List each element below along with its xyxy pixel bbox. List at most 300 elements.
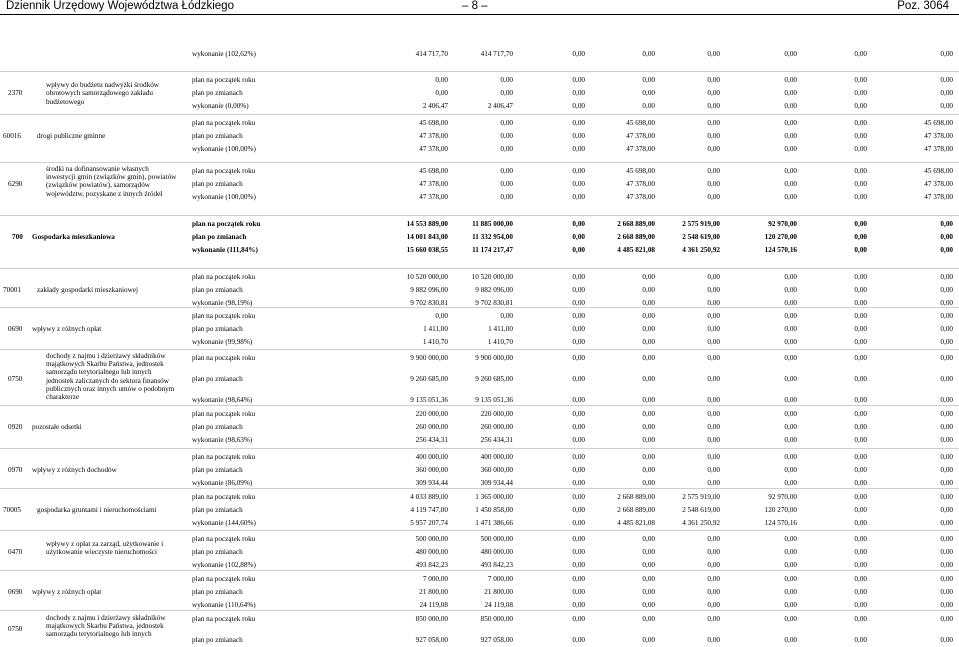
cell-value: 0,00 [707,338,720,346]
table-row [0,74,959,87]
classification-description: wpływy do budżetu nadwyżki środków obrotowych samorządowego zakładu budżetowego [46,81,159,106]
cell-value: 850 000,00 [480,615,513,623]
cell-value: 0,00 [572,410,585,418]
cell-value: 0,00 [940,299,953,307]
row-label: plan na początek roku [192,354,256,362]
cell-value: 0,00 [707,145,720,153]
cell-value: 0,00 [707,423,720,431]
cell-value: 9 882 096,00 [410,286,448,294]
row-label: wykonanie (86,09%) [192,479,253,487]
cell-value: 0,00 [500,193,513,201]
cell-value: 0,00 [854,615,867,623]
cell-value: 124 570,16 [764,246,797,254]
cell-value: 0,00 [642,102,655,110]
cell-value: 0,00 [854,453,867,461]
classification-description: dochody z najmu i dzierżawy składników majątkowych Skarbu Państwa, jednostek samorządu terytorialnego lub innych jednostek zaliczanych do sektora finansów publicznych oraz innych umów o podobnym charakterze [46,352,175,402]
table-row [0,517,959,530]
cell-value: 0,00 [707,561,720,569]
cell-value: 0,00 [784,636,797,644]
cell-value: 0,00 [707,76,720,84]
cell-value: 0,00 [940,548,953,556]
classification-description: dochody z najmu i dzierżawy składników majątkowych Skarbu Państwa, jednostek samorządu terytorialnego lub innych [46,613,166,638]
cell-value: 0,00 [784,299,797,307]
cell-value: 0,00 [572,493,585,501]
cell-value: 0,00 [435,89,448,97]
cell-value: 400 000,00 [415,453,448,461]
cell-value: 0,00 [854,145,867,153]
cell-value: 0,00 [707,180,720,188]
cell-value: 92 970,00 [768,493,797,501]
row-label: wykonanie (0,00%) [192,102,249,110]
cell-value: 0,00 [707,453,720,461]
cell-value: 0,00 [784,119,797,127]
cell-value: 0,00 [572,561,585,569]
cell-value: 0,00 [784,180,797,188]
table-row [0,573,959,586]
cell-value: 10 520 000,00 [406,273,448,281]
cell-value: 45 698,00 [924,167,953,175]
classification-code: 0750 [8,625,23,633]
cell-value: 4 033 889,00 [410,493,448,501]
cell-value: 927 058,00 [480,636,513,644]
cell-value: 0,00 [642,299,655,307]
cell-value: 21 800,00 [484,588,513,596]
cell-value: 47 378,00 [626,145,655,153]
row-label: plan na początek roku [192,575,256,583]
cell-value: 0,00 [854,286,867,294]
cell-value: 47 378,00 [419,180,448,188]
cell-value: 0,00 [642,423,655,431]
table-row [0,310,959,323]
cell-value: 0,00 [572,233,585,241]
cell-value: 0,00 [707,548,720,556]
cell-value: 0,00 [572,167,585,175]
cell-value: 2 668 889,00 [617,220,655,228]
cell-value: 45 698,00 [419,119,448,127]
cell-value: 0,00 [940,519,953,527]
cell-value: 0,00 [572,299,585,307]
cell-value: 0,00 [500,312,513,320]
cell-value: 0,00 [854,325,867,333]
cell-value: 0,00 [784,423,797,431]
cell-value: 0,00 [500,180,513,188]
cell-value: 0,00 [854,167,867,175]
row-label: plan po zmianach [192,506,243,514]
cell-value: 0,00 [707,193,720,201]
cell-value: 414 717,70 [415,50,448,58]
cell-value: 0,00 [784,89,797,97]
classification-code: 60016 [3,131,21,140]
cell-value: 47 378,00 [924,193,953,201]
cell-value: 0,00 [707,375,720,383]
cell-value: 0,00 [854,636,867,644]
cell-value: 0,00 [707,273,720,281]
table-row [0,297,959,310]
table-row [0,491,959,504]
cell-value: 0,00 [854,246,867,254]
cell-value: 260 000,00 [415,423,448,431]
cell-value: 2 548 619,00 [682,233,720,241]
cell-value: 0,00 [572,119,585,127]
cell-value: 220 000,00 [415,410,448,418]
cell-value: 360 000,00 [415,466,448,474]
classification-code: 0470 [8,547,23,556]
table-row [0,352,959,365]
cell-value: 0,00 [500,167,513,175]
cell-value: 0,00 [707,396,720,404]
cell-value: 0,00 [940,273,953,281]
cell-value: 400 000,00 [480,453,513,461]
cell-value: 500 000,00 [415,535,448,543]
cell-value: 0,00 [707,535,720,543]
cell-value: 9 702 830,81 [410,299,448,307]
cell-value: 0,00 [707,312,720,320]
cell-value: 0,00 [572,479,585,487]
cell-value: 45 698,00 [924,119,953,127]
cell-value: 0,00 [642,561,655,569]
cell-value: 0,00 [784,615,797,623]
cell-value: 0,00 [642,325,655,333]
header-rule [0,14,959,15]
cell-value: 0,00 [642,312,655,320]
cell-value: 0,00 [707,354,720,362]
cell-value: 0,00 [784,76,797,84]
cell-value: 0,00 [642,453,655,461]
cell-value: 0,00 [854,312,867,320]
classification-code: 70001 [3,285,21,294]
cell-value: 0,00 [707,588,720,596]
cell-value: 0,00 [572,615,585,623]
table-row [0,191,959,204]
cell-value: 0,00 [707,410,720,418]
classification-code: 0690 [8,587,23,596]
cell-value: 0,00 [642,436,655,444]
cell-value: 2 548 619,00 [682,506,720,514]
cell-value: 0,00 [784,601,797,609]
cell-value: 0,00 [940,312,953,320]
cell-value: 0,00 [940,338,953,346]
table-row [0,271,959,284]
cell-value: 0,00 [854,423,867,431]
cell-value: 0,00 [572,76,585,84]
cell-value: 0,00 [854,102,867,110]
cell-value: 927 058,00 [415,636,448,644]
cell-value: 0,00 [642,575,655,583]
cell-value: 0,00 [854,273,867,281]
cell-value: 0,00 [940,479,953,487]
cell-value: 2 575 919,00 [682,220,720,228]
cell-value: 0,00 [940,466,953,474]
table-row [0,546,959,559]
classification-description: gospodarka gruntami i nieruchomościami [37,506,157,515]
section-divider [0,162,959,163]
cell-value: 0,00 [572,519,585,527]
cell-value: 0,00 [854,506,867,514]
cell-value: 0,00 [642,76,655,84]
cell-value: 0,00 [940,76,953,84]
cell-value: 0,00 [940,636,953,644]
cell-value: 0,00 [572,180,585,188]
cell-value: 0,00 [572,102,585,110]
cell-value: 0,00 [940,246,953,254]
cell-value: 14 001 843,00 [406,233,448,241]
classification-code: 0920 [8,422,23,431]
cell-value: 0,00 [854,588,867,596]
cell-value: 0,00 [642,273,655,281]
cell-value: 0,00 [784,338,797,346]
cell-value: 0,00 [784,145,797,153]
cell-value: 0,00 [707,132,720,140]
cell-value: 0,00 [854,396,867,404]
cell-value: 493 842,23 [480,561,513,569]
section-divider [0,268,959,269]
cell-value: 0,00 [642,410,655,418]
row-label: wykonanie (111,84%) [192,246,258,254]
row-label: plan na początek roku [192,273,256,281]
cell-value: 0,00 [642,615,655,623]
cell-value: 9 260 685,00 [475,375,513,383]
cell-value: 0,00 [707,50,720,58]
cell-value: 0,00 [854,375,867,383]
cell-value: 0,00 [854,354,867,362]
row-label: wykonanie (98,63%) [192,436,253,444]
cell-value: 9 900 000,00 [410,354,448,362]
section-divider [0,114,959,115]
cell-value: 0,00 [572,50,585,58]
classification-description: wpływy z różnych opłat [32,325,102,334]
cell-value: 0,00 [500,119,513,127]
cell-value: 0,00 [707,89,720,97]
cell-value: 0,00 [572,89,585,97]
section-divider [0,530,959,531]
cell-value: 0,00 [572,535,585,543]
cell-value: 1 410,70 [422,338,448,346]
cell-value: 2 575 919,00 [682,493,720,501]
section-divider [0,610,959,611]
cell-value: 0,00 [642,601,655,609]
cell-value: 0,00 [940,575,953,583]
cell-value: 0,00 [940,453,953,461]
cell-value: 256 434,31 [480,436,513,444]
cell-value: 4 119 747,00 [410,506,448,514]
row-label: wykonanie (98,64%) [192,396,253,404]
cell-value: 0,00 [572,436,585,444]
cell-value: 45 698,00 [626,167,655,175]
cell-value: 4 485 821,08 [617,519,655,527]
cell-value: 0,00 [500,145,513,153]
cell-value: 0,00 [572,220,585,228]
cell-value: 47 378,00 [419,132,448,140]
cell-value: 0,00 [572,145,585,153]
cell-value: 0,00 [940,102,953,110]
cell-value: 9 135 051,36 [475,396,513,404]
cell-value: 9 702 830,81 [475,299,513,307]
cell-value: 0,00 [707,286,720,294]
cell-value: 0,00 [854,338,867,346]
classification-code: 0970 [8,465,23,474]
cell-value: 0,00 [572,286,585,294]
row-label: wykonanie (110,64%) [192,601,256,609]
cell-value: 0,00 [940,220,953,228]
cell-value: 0,00 [707,601,720,609]
cell-value: 9 135 051,36 [410,396,448,404]
cell-value: 7 000,00 [487,575,513,583]
cell-value: 360 000,00 [480,466,513,474]
table-row [0,218,959,231]
row-label: plan na początek roku [192,535,256,543]
cell-value: 220 000,00 [480,410,513,418]
cell-value: 0,00 [707,167,720,175]
cell-value: 0,00 [572,246,585,254]
cell-value: 0,00 [642,89,655,97]
cell-value: 256 434,31 [415,436,448,444]
cell-value: 0,00 [940,233,953,241]
cell-value: 0,00 [784,50,797,58]
row-label: plan na początek roku [192,220,261,228]
cell-value: 45 698,00 [626,119,655,127]
cell-value: 0,00 [940,506,953,514]
cell-value: 0,00 [642,535,655,543]
cell-value: 2 406,47 [422,102,448,110]
cell-value: 0,00 [572,338,585,346]
cell-value: 0,00 [854,180,867,188]
cell-value: 0,00 [854,119,867,127]
cell-value: 0,00 [642,338,655,346]
cell-value: 0,00 [500,89,513,97]
cell-value: 0,00 [642,50,655,58]
cell-value: 2 668 889,00 [617,493,655,501]
cell-value: 480 000,00 [415,548,448,556]
cell-value: 0,00 [707,479,720,487]
cell-value: 47 378,00 [924,180,953,188]
cell-value: 0,00 [784,588,797,596]
cell-value: 260 000,00 [480,423,513,431]
table-row [0,117,959,130]
cell-value: 0,00 [642,636,655,644]
cell-value: 0,00 [854,410,867,418]
cell-value: 0,00 [572,453,585,461]
cell-value: 0,00 [707,466,720,474]
table-row [0,178,959,191]
classification-description: drogi publiczne gminne [37,132,106,141]
cell-value: 0,00 [940,535,953,543]
classification-code: 2370 [8,88,23,97]
cell-value: 309 934,44 [415,479,448,487]
table-row [0,586,959,599]
cell-value: 47 378,00 [924,145,953,153]
classification-description: Gospodarka mieszkaniowa [32,233,115,242]
cell-value: 0,00 [940,601,953,609]
cell-value: 0,00 [784,167,797,175]
cell-value: 0,00 [572,506,585,514]
cell-value: 0,00 [707,119,720,127]
cell-value: 0,00 [784,453,797,461]
row-label: plan po zmianach [192,375,243,383]
cell-value: 0,00 [642,396,655,404]
cell-value: 1 411,00 [423,325,448,333]
section-divider [0,488,959,489]
table-row [0,165,959,178]
cell-value: 0,00 [572,636,585,644]
cell-value: 11 885 000,00 [472,220,513,228]
cell-value: 0,00 [642,286,655,294]
classification-description: pozostałe odsetki [32,423,82,432]
cell-value: 0,00 [707,436,720,444]
cell-value: 309 934,44 [480,479,513,487]
cell-value: 0,00 [642,548,655,556]
cell-value: 9 260 685,00 [410,375,448,383]
classification-description: środki na dofinansowanie własnych inwestycji gmin (związków gmin), powiatów (związków powiatów), samorządów województw, pozyskane z innych źródeł [46,165,177,198]
row-label: plan po zmianach [192,548,243,556]
table-row [0,434,959,447]
cell-value: 0,00 [707,575,720,583]
classification-description: wpływy z różnych dochodów [32,466,117,475]
cell-value: 493 842,23 [415,561,448,569]
cell-value: 15 660 038,55 [406,246,448,254]
row-label: plan na początek roku [192,76,256,84]
cell-value: 10 520 000,00 [471,273,513,281]
cell-value: 0,00 [940,410,953,418]
table-row [0,231,959,244]
table-row [0,451,959,464]
table-row [0,87,959,100]
cell-value: 0,00 [854,519,867,527]
cell-value: 1 450 858,00 [475,506,513,514]
page-header [0,0,959,14]
cell-value: 0,00 [854,436,867,444]
cell-value: 0,00 [572,575,585,583]
cell-value: 0,00 [940,615,953,623]
cell-value: 0,00 [572,601,585,609]
cell-value: 4 485 821,08 [617,246,655,254]
cell-value: 414 717,70 [480,50,513,58]
row-label: plan na początek roku [192,167,256,175]
cell-value: 1 411,00 [488,325,513,333]
cell-value: 0,00 [784,354,797,362]
cell-value: 2 406,47 [487,102,513,110]
cell-value: 47 378,00 [924,132,953,140]
cell-value: 0,00 [707,615,720,623]
row-label: wykonanie (102,88%) [192,561,256,569]
cell-value: 0,00 [854,535,867,543]
table-row [0,130,959,143]
cell-value: 0,00 [500,76,513,84]
cell-value: 0,00 [784,325,797,333]
cell-value: 0,00 [500,132,513,140]
cell-value: 0,00 [940,325,953,333]
cell-value: 0,00 [784,396,797,404]
row-label: wykonanie (100,00%) [192,193,256,201]
cell-value: 0,00 [642,354,655,362]
row-label: wykonanie (98,19%) [192,299,253,307]
table-row [0,143,959,156]
cell-value: 0,00 [707,325,720,333]
cell-value: 9 900 000,00 [475,354,513,362]
table-row [0,48,959,61]
cell-value: 0,00 [940,375,953,383]
cell-value: 0,00 [572,325,585,333]
cell-value: 0,00 [707,636,720,644]
classification-code: 0750 [8,374,23,383]
cell-value: 0,00 [784,436,797,444]
cell-value: 14 553 889,00 [406,220,448,228]
cell-value: 0,00 [784,575,797,583]
cell-value: 45 698,00 [419,167,448,175]
row-label: plan na początek roku [192,453,256,461]
section-divider [0,71,959,72]
cell-value: 1 471 386,66 [475,519,513,527]
section-divider [0,405,959,406]
